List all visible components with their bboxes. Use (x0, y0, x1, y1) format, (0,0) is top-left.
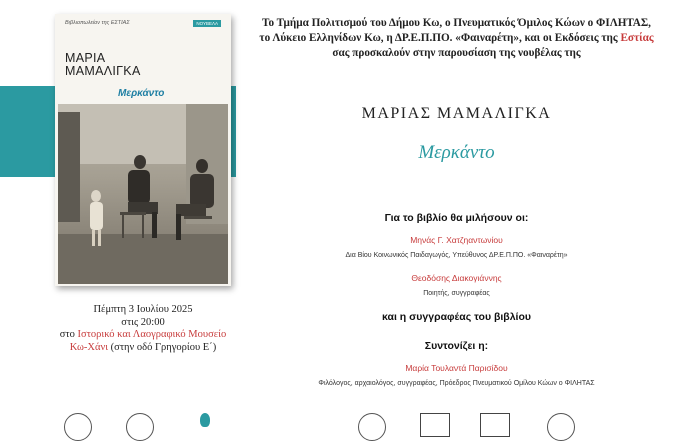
book-title: Μερκάντο (418, 142, 495, 163)
speaker-2-name: Θεοδόσης Διακογιάννης (411, 273, 502, 283)
logo-dreppo (358, 413, 386, 441)
invitation-line-2 (236, 31, 677, 46)
logo-museum (480, 413, 510, 437)
speakers-heading: Για το βιβλίο θα μιλήσουν οι: (384, 212, 529, 224)
book-cover (55, 14, 231, 286)
cover-author-line-2: ΜΑΜΑΛΙΓΚΑ (65, 64, 141, 78)
venue-name: Ιστορικό και Λαογραφικό Μουσείο (77, 329, 227, 340)
event-venue-line-2 (20, 342, 266, 355)
coordinator-role: Φιλόλογος, αρχαιολόγος, συγγραφέας, Πρόεδρος Πνευματικού Ομίλου Κώων ο ΦΙΛΗΤΑΣ (318, 380, 595, 387)
logo-dimos-kos (64, 413, 92, 441)
invitation-text (236, 16, 677, 61)
cover-author (65, 52, 141, 78)
speaker-1-name: Μηνάς Γ. Χατζηαντωνίου (410, 235, 503, 245)
cover-title: Μερκάντο (118, 88, 165, 99)
cover-photo (58, 104, 228, 284)
speaker-1-role: Δια Βίου Κοινωνικός Παιδαγωγός, Υπεύθυνος ΔΡ.Ε.Π.ΠΟ. «Φαιναρέτη» (345, 252, 568, 259)
publisher-name: Εστίας (620, 32, 654, 44)
logo-partner (547, 413, 575, 441)
venue-address: (στην οδό Γρηγορίου Ε΄) (108, 341, 217, 353)
cover-photo-illustration (58, 104, 228, 284)
venue-name-2: Κω-Χάνι (69, 341, 109, 353)
coordinator-name: Μαρία Τουλαντά Παρισίδου (405, 363, 508, 373)
coordinator-heading: Συντονίζει η: (424, 340, 489, 352)
invitation-line-1: Το Τμήμα Πολιτισμού του Δήμου Κω, ο Πνευματικός Όμιλος Κώων ο ΦΙΛΗΤΑΣ, (262, 17, 651, 29)
invitation-line-3: σας προσκαλούν στην παρουσίαση της νουβέλας της (332, 47, 581, 59)
logo-lykeio (200, 413, 210, 427)
event-date: Πέμπτη 3 Ιουλίου 2025 (93, 304, 193, 315)
logo-estia (420, 413, 450, 437)
author-line: και η συγγραφέας του βιβλίου (382, 311, 531, 323)
logo-filitas (126, 413, 154, 441)
cover-series: Βιβλιοπωλείον της ΕΣΤΙΑΣ (65, 20, 130, 26)
author-name: ΜΑΡΙΑΣ ΜΑΜΑΛΙΓΚΑ (361, 105, 552, 122)
event-details (20, 304, 266, 354)
event-venue-line-1 (20, 329, 266, 342)
cover-badge: ΝΟΥΒΕΛΑ (193, 20, 221, 27)
venue-prefix: στο (59, 329, 78, 340)
invitation-line-2-text: το Λύκειο Ελληνίδων Κω, η ΔΡ.Ε.Π.ΠΟ. «Φαιναρέτη», και οι Εκδόσεις της (259, 32, 621, 44)
speaker-2-role: Ποιητής, συγγραφέας (423, 290, 490, 297)
event-time: στις 20:00 (121, 316, 165, 328)
cover-author-line-1: ΜΑΡΙΑ (65, 51, 106, 65)
